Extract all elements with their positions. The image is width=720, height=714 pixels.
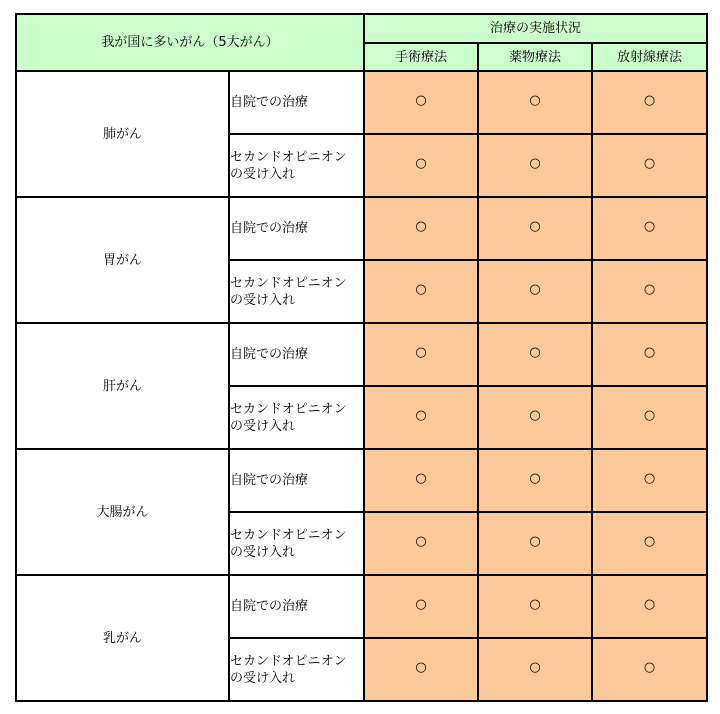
status-cell — [478, 575, 592, 638]
circle-mark: ○ — [415, 660, 427, 675]
status-cell — [478, 260, 592, 323]
circle-mark: ○ — [415, 471, 427, 486]
cancer-treatment-table — [15, 13, 708, 702]
status-cell — [478, 386, 592, 449]
circle-mark: ○ — [529, 660, 541, 675]
row-label-second-opinion — [229, 386, 364, 449]
table-row — [16, 197, 707, 260]
status-cell — [364, 197, 478, 260]
circle-mark: ○ — [415, 408, 427, 423]
second-opinion-line2: の受け入れ — [230, 544, 296, 560]
status-cell — [592, 386, 707, 449]
cancer-name: 肺がん — [16, 71, 229, 197]
table-row — [16, 575, 707, 638]
circle-mark: ○ — [643, 408, 656, 423]
circle-mark: ○ — [415, 93, 427, 108]
status-cell — [364, 512, 478, 575]
circle-mark: ○ — [643, 345, 656, 360]
status-cell — [364, 134, 478, 197]
cancer-name: 大腸がん — [16, 449, 229, 575]
circle-mark: ○ — [643, 219, 656, 234]
row-label-own-treatment: 自院での治療 — [229, 575, 364, 638]
second-opinion-line1: セカンドオピニオン — [230, 149, 347, 165]
status-cell — [364, 449, 478, 512]
row-label-own-treatment: 自院での治療 — [229, 197, 364, 260]
column-header-radiation: 放射線療法 — [592, 43, 707, 71]
status-cell — [592, 134, 707, 197]
circle-mark: ○ — [529, 345, 541, 360]
status-cell — [478, 197, 592, 260]
circle-mark: ○ — [415, 282, 427, 297]
circle-mark: ○ — [529, 219, 541, 234]
row-label-second-opinion — [229, 134, 364, 197]
status-cell — [592, 323, 707, 386]
circle-mark: ○ — [415, 534, 427, 549]
status-cell — [478, 71, 592, 134]
circle-mark: ○ — [643, 597, 656, 612]
treatment-status-header: 治療の実施状況 — [364, 14, 707, 43]
status-cell — [364, 575, 478, 638]
circle-mark: ○ — [415, 345, 427, 360]
cancer-name: 乳がん — [16, 575, 229, 701]
second-opinion-line2: の受け入れ — [230, 670, 296, 686]
row-label-second-opinion — [229, 260, 364, 323]
status-cell — [592, 260, 707, 323]
second-opinion-line1: セカンドオピニオン — [230, 653, 347, 669]
circle-mark: ○ — [643, 660, 656, 675]
status-cell — [592, 71, 707, 134]
status-cell — [364, 260, 478, 323]
status-cell — [592, 575, 707, 638]
column-header-surgery: 手術療法 — [364, 43, 478, 71]
second-opinion-line1: セカンドオピニオン — [230, 527, 347, 543]
second-opinion-line2: の受け入れ — [230, 292, 296, 308]
status-cell — [364, 71, 478, 134]
second-opinion-line2: の受け入れ — [230, 166, 296, 182]
circle-mark: ○ — [529, 156, 541, 171]
circle-mark: ○ — [415, 156, 427, 171]
row-label-own-treatment: 自院での治療 — [229, 71, 364, 134]
status-cell — [478, 134, 592, 197]
circle-mark: ○ — [529, 282, 541, 297]
status-cell — [364, 638, 478, 701]
row-label-own-treatment: 自院での治療 — [229, 449, 364, 512]
circle-mark: ○ — [643, 282, 656, 297]
status-cell — [592, 449, 707, 512]
table-row — [16, 71, 707, 134]
circle-mark: ○ — [415, 597, 427, 612]
circle-mark: ○ — [529, 597, 541, 612]
status-cell — [478, 449, 592, 512]
circle-mark: ○ — [529, 471, 541, 486]
table-row — [16, 323, 707, 386]
table-title: 我が国に多いがん（5大がん） — [16, 14, 364, 71]
cancer-name: 胃がん — [16, 197, 229, 323]
status-cell — [364, 323, 478, 386]
circle-mark: ○ — [643, 534, 656, 549]
column-header-drug: 薬物療法 — [478, 43, 592, 71]
second-opinion-line1: セカンドオピニオン — [230, 401, 347, 417]
row-label-second-opinion — [229, 512, 364, 575]
status-cell — [364, 386, 478, 449]
circle-mark: ○ — [529, 93, 541, 108]
status-cell — [478, 323, 592, 386]
circle-mark: ○ — [529, 408, 541, 423]
status-cell — [592, 197, 707, 260]
circle-mark: ○ — [643, 156, 656, 171]
second-opinion-line1: セカンドオピニオン — [230, 275, 347, 291]
status-cell — [592, 512, 707, 575]
circle-mark: ○ — [529, 534, 541, 549]
status-cell — [478, 512, 592, 575]
row-label-second-opinion — [229, 638, 364, 701]
cancer-name: 肝がん — [16, 323, 229, 449]
row-label-own-treatment: 自院での治療 — [229, 323, 364, 386]
circle-mark: ○ — [643, 471, 656, 486]
status-cell — [592, 638, 707, 701]
table-row — [16, 449, 707, 512]
status-cell — [478, 638, 592, 701]
circle-mark: ○ — [415, 219, 427, 234]
circle-mark: ○ — [643, 93, 656, 108]
second-opinion-line2: の受け入れ — [230, 418, 296, 434]
